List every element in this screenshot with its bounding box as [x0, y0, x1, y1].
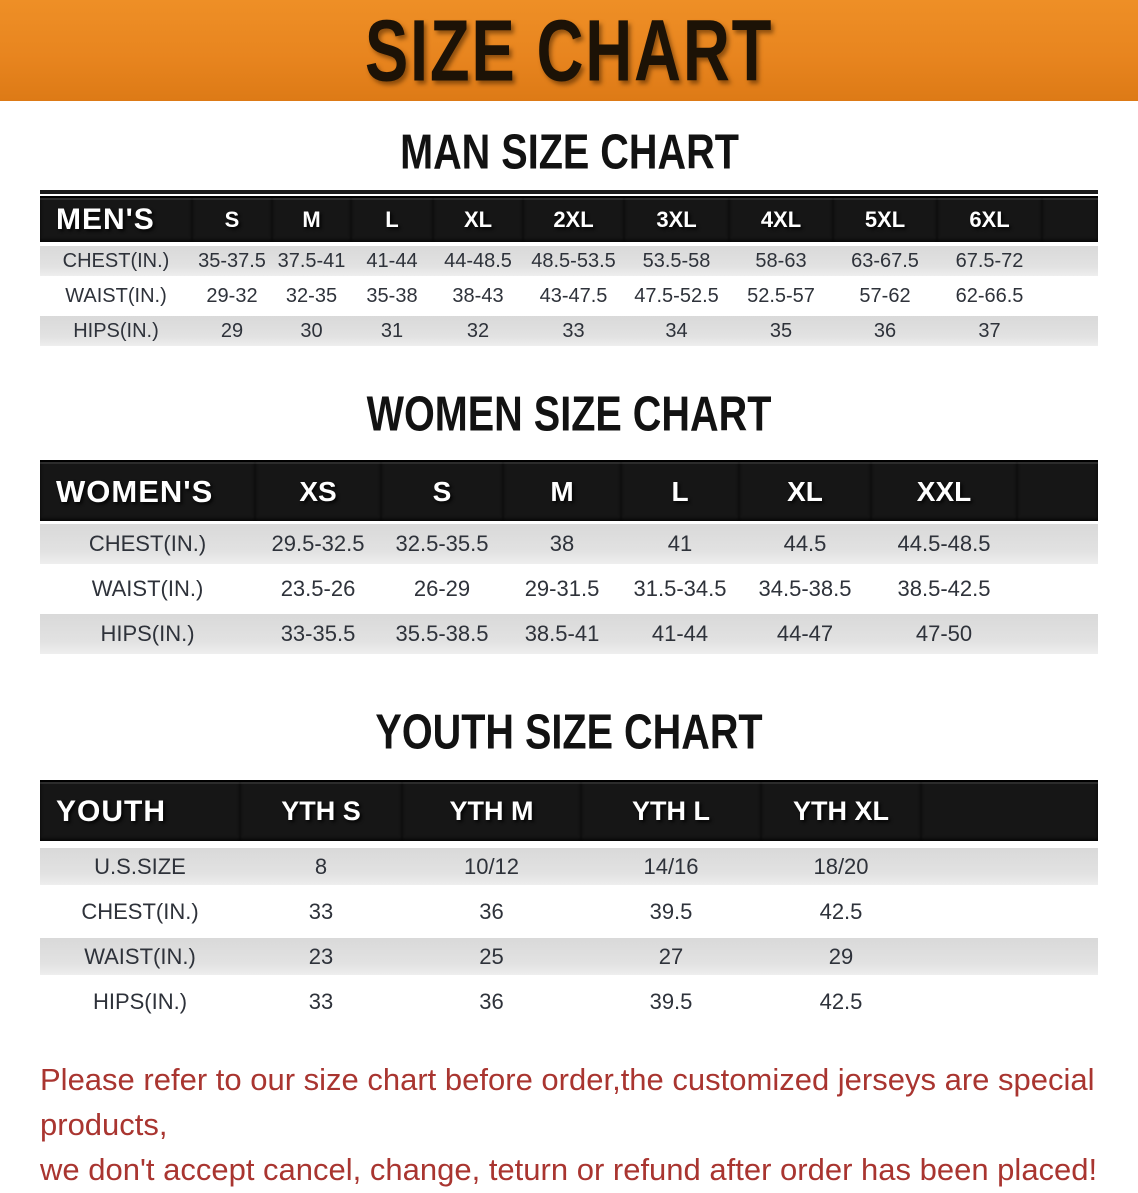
size-value-cell: 26-29	[381, 569, 503, 614]
row-label: U.S.SIZE	[40, 848, 240, 893]
row-filler	[921, 938, 1098, 983]
women-size-col-header: S	[381, 460, 503, 524]
youth-size-table	[40, 780, 1098, 1028]
size-value-cell: 39.5	[581, 893, 761, 938]
row-filler	[1017, 524, 1098, 569]
man-section-title-text: MAN SIZE CHART	[399, 123, 739, 180]
row-label: CHEST(IN.)	[40, 524, 255, 569]
size-value-cell: 67.5-72	[937, 246, 1042, 281]
youth-size-col-header: YTH L	[581, 780, 761, 848]
row-label: WAIST(IN.)	[40, 569, 255, 614]
men-size-col-header: 4XL	[729, 196, 833, 246]
men-size-col-header: L	[351, 196, 433, 246]
size-value-cell: 41-44	[351, 246, 433, 281]
men-size-table	[40, 196, 1098, 351]
size-value-cell: 10/12	[402, 848, 581, 893]
row-filler	[921, 983, 1098, 1028]
youth-ussize-row	[40, 848, 1098, 893]
men-size-table-wrap	[40, 190, 1098, 351]
women-size-table	[40, 460, 1098, 659]
size-value-cell: 53.5-58	[624, 246, 729, 281]
women-group-label: WOMEN'S	[40, 460, 255, 524]
youth-size-col-header: YTH XL	[761, 780, 921, 848]
size-value-cell: 37.5-41	[272, 246, 351, 281]
youth-group-label: YOUTH	[40, 780, 240, 848]
men-size-col-header: 3XL	[624, 196, 729, 246]
size-value-cell: 47-50	[871, 614, 1017, 659]
men-size-col-header: 5XL	[833, 196, 937, 246]
size-value-cell: 36	[402, 893, 581, 938]
size-value-cell: 38.5-41	[503, 614, 621, 659]
size-value-cell: 38-43	[433, 281, 523, 316]
size-value-cell: 31	[351, 316, 433, 351]
size-value-cell: 27	[581, 938, 761, 983]
header-filler	[1017, 460, 1098, 524]
youth-chest-row	[40, 893, 1098, 938]
row-label: HIPS(IN.)	[40, 614, 255, 659]
size-value-cell: 23	[240, 938, 402, 983]
size-value-cell: 48.5-53.5	[523, 246, 624, 281]
youth-section-title	[0, 703, 1138, 760]
women-size-col-header: L	[621, 460, 739, 524]
row-filler	[1017, 614, 1098, 659]
men-size-col-header: 6XL	[937, 196, 1042, 246]
size-value-cell: 8	[240, 848, 402, 893]
size-value-cell: 30	[272, 316, 351, 351]
size-value-cell: 44-47	[739, 614, 871, 659]
size-value-cell: 25	[402, 938, 581, 983]
footer-disclaimer-line2: we don't accept cancel, change, teturn or refund after order has been placed!	[40, 1151, 1098, 1187]
size-value-cell: 42.5	[761, 983, 921, 1028]
header-filler	[1042, 196, 1098, 246]
size-value-cell: 33	[240, 893, 402, 938]
size-value-cell: 36	[402, 983, 581, 1028]
men-size-col-header: M	[272, 196, 351, 246]
size-value-cell: 32-35	[272, 281, 351, 316]
size-value-cell: 41	[621, 524, 739, 569]
men-chest-row	[40, 246, 1098, 281]
row-filler	[1042, 246, 1098, 281]
size-value-cell: 31.5-34.5	[621, 569, 739, 614]
row-filler	[1017, 569, 1098, 614]
size-value-cell: 38.5-42.5	[871, 569, 1017, 614]
size-value-cell: 34.5-38.5	[739, 569, 871, 614]
size-value-cell: 38	[503, 524, 621, 569]
women-size-col-header: XS	[255, 460, 381, 524]
size-value-cell: 58-63	[729, 246, 833, 281]
men-size-col-header: 2XL	[523, 196, 624, 246]
men-waist-row	[40, 281, 1098, 316]
row-label: WAIST(IN.)	[40, 281, 192, 316]
size-chart-banner	[0, 0, 1138, 101]
size-value-cell: 43-47.5	[523, 281, 624, 316]
row-filler	[1042, 316, 1098, 351]
women-section-title-text: WOMEN SIZE CHART	[366, 385, 772, 442]
row-label: HIPS(IN.)	[40, 316, 192, 351]
size-value-cell: 14/16	[581, 848, 761, 893]
women-section-title	[0, 385, 1138, 442]
women-size-col-header: XXL	[871, 460, 1017, 524]
women-hips-row	[40, 614, 1098, 659]
size-value-cell: 33	[523, 316, 624, 351]
footer-disclaimer-line1: Please refer to our size chart before order,the customized jerseys are special products,	[40, 1062, 1095, 1142]
youth-waist-row	[40, 938, 1098, 983]
size-value-cell: 57-62	[833, 281, 937, 316]
row-label: HIPS(IN.)	[40, 983, 240, 1028]
men-size-col-header: XL	[433, 196, 523, 246]
row-label: WAIST(IN.)	[40, 938, 240, 983]
size-value-cell: 44.5-48.5	[871, 524, 1017, 569]
youth-hips-row	[40, 983, 1098, 1028]
men-header-row	[40, 196, 1098, 246]
youth-section-title-text: YOUTH SIZE CHART	[375, 703, 763, 760]
size-value-cell: 41-44	[621, 614, 739, 659]
row-label: CHEST(IN.)	[40, 893, 240, 938]
size-value-cell: 32	[433, 316, 523, 351]
women-size-table-wrap	[40, 460, 1098, 659]
youth-size-table-wrap	[40, 780, 1098, 1028]
size-value-cell: 32.5-35.5	[381, 524, 503, 569]
size-value-cell: 35.5-38.5	[381, 614, 503, 659]
row-filler	[921, 848, 1098, 893]
men-group-label: MEN'S	[40, 196, 192, 246]
man-section-title	[0, 123, 1138, 180]
women-chest-row	[40, 524, 1098, 569]
youth-header-row	[40, 780, 1098, 848]
men-hips-row	[40, 316, 1098, 351]
row-filler	[1042, 281, 1098, 316]
row-filler	[921, 893, 1098, 938]
size-value-cell: 44-48.5	[433, 246, 523, 281]
size-value-cell: 29-31.5	[503, 569, 621, 614]
size-value-cell: 36	[833, 316, 937, 351]
size-value-cell: 44.5	[739, 524, 871, 569]
men-size-col-header: S	[192, 196, 272, 246]
size-value-cell: 18/20	[761, 848, 921, 893]
size-value-cell: 29	[761, 938, 921, 983]
size-value-cell: 35	[729, 316, 833, 351]
size-value-cell: 62-66.5	[937, 281, 1042, 316]
row-label: CHEST(IN.)	[40, 246, 192, 281]
women-size-col-header: XL	[739, 460, 871, 524]
size-value-cell: 47.5-52.5	[624, 281, 729, 316]
size-value-cell: 29.5-32.5	[255, 524, 381, 569]
header-filler	[921, 780, 1098, 848]
size-value-cell: 37	[937, 316, 1042, 351]
size-value-cell: 33-35.5	[255, 614, 381, 659]
youth-size-col-header: YTH S	[240, 780, 402, 848]
size-value-cell: 52.5-57	[729, 281, 833, 316]
size-value-cell: 29-32	[192, 281, 272, 316]
youth-size-col-header: YTH M	[402, 780, 581, 848]
size-value-cell: 34	[624, 316, 729, 351]
size-value-cell: 63-67.5	[833, 246, 937, 281]
footer-disclaimer	[40, 1058, 1100, 1193]
banner-title: SIZE CHART	[364, 1, 774, 100]
women-size-col-header: M	[503, 460, 621, 524]
size-value-cell: 42.5	[761, 893, 921, 938]
size-value-cell: 39.5	[581, 983, 761, 1028]
size-value-cell: 35-38	[351, 281, 433, 316]
size-value-cell: 35-37.5	[192, 246, 272, 281]
size-value-cell: 29	[192, 316, 272, 351]
size-value-cell: 23.5-26	[255, 569, 381, 614]
women-header-row	[40, 460, 1098, 524]
size-value-cell: 33	[240, 983, 402, 1028]
women-waist-row	[40, 569, 1098, 614]
